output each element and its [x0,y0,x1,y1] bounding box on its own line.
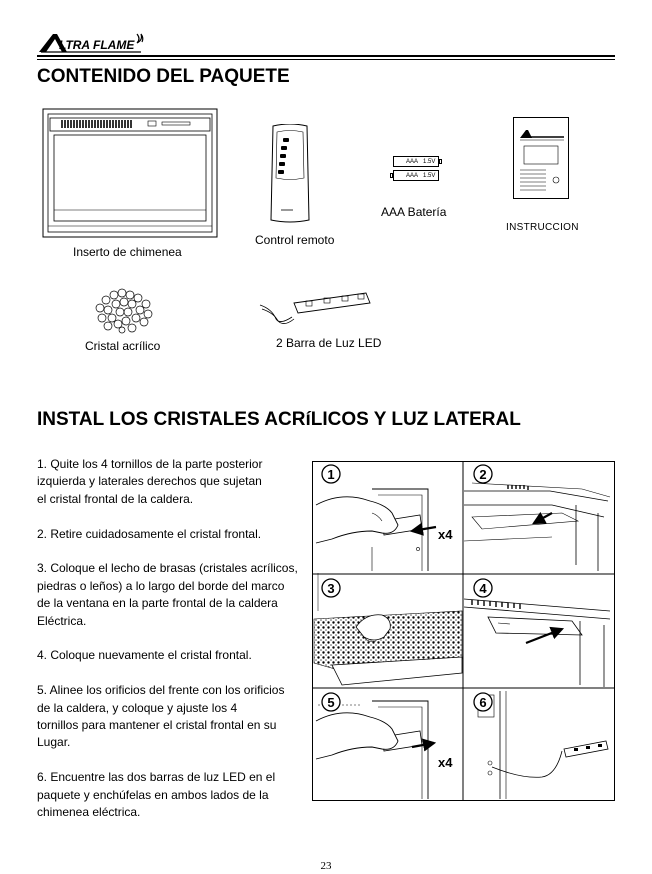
step-6-line-3: chimenea eléctrica. [37,805,141,820]
panel-number-5: 5 [327,695,335,710]
label-instruction-manual: INSTRUCCION [506,222,579,233]
header-rule-thin [37,59,615,60]
step-5-line-2: de la caldera, y coloque y ajuste los 4 [37,700,238,715]
label-led-light-bar: 2 Barra de Luz LED [276,336,382,350]
battery-bottom-type: AAA [406,173,419,179]
label-acrylic-crystal: Cristal acrílico [85,339,161,353]
step-6-line-1: 6. Encuentre las dos barras de luz LED en el [37,770,276,785]
step-3-line-1: 3. Coloque el lecho de brasas (cristales acrílicos, [37,561,298,576]
step-1-line-1: 1. Quite los 4 tornillos de la parte posterior [37,457,263,471]
step-3-line-3: de la ventana en la parte frontal de la caldera [37,596,278,611]
installation-steps [37,456,307,839]
step-6-line-2: paquete y enchúfelas en ambos lados de la [37,787,269,802]
instruction-manual-illustration [513,117,569,199]
manual-cover-graphic [514,118,568,198]
panel-number-1: 1 [327,467,335,482]
label-fireplace-insert: Inserto de chimenea [73,245,182,259]
led-light-bar-illustration [258,285,374,327]
step-3-line-4: Eléctrica. [37,613,87,628]
panel-number-6: 6 [479,695,487,710]
step-2 [37,526,307,543]
acrylic-crystal-illustration [92,288,156,334]
screw-count-label-panel-5: x4 [438,755,453,770]
step-2-line-1: 2. Retire cuidadosamente el cristal frontal. [37,526,262,541]
panel-number-3: 3 [327,581,335,596]
step-1-line-2: izquierda y laterales derechos que sujetan [37,474,262,489]
step-5-line-3: tornillos para mantener el cristal frontal en su [37,718,277,733]
label-remote-control: Control remoto [255,233,335,247]
altra-flame-logo [37,30,147,54]
screw-count-label-panel-1: x4 [438,527,453,542]
section-title-install-crystals: INSTAL LOS CRISTALES ACRíLICOS Y LUZ LATERAL [37,409,521,430]
step-3-line-2: piedras o leños) a lo largo del borde del marco [37,578,285,593]
step-1 [37,456,307,508]
fireplace-insert-illustration [42,108,218,238]
step-5-line-4: Lugar. [37,735,71,750]
step-5 [37,682,307,752]
section-title-package-contents: CONTENIDO DEL PAQUETE [37,66,290,87]
battery-illustration [389,156,445,182]
step-illustrations-grid [312,461,615,801]
remote-control-illustration [269,124,311,224]
header-rule-thick [37,55,615,57]
label-aaa-battery: AAA Batería [381,205,447,219]
battery-bottom-voltage: 1.5V [423,173,436,179]
step-3 [37,560,307,630]
page-number: 23 [320,860,332,872]
step-1-line-3: el cristal frontal de la caldera. [37,491,194,506]
step-5-line-1: 5. Alinee los orificios del frente con los orificios [37,683,285,698]
panel-number-2: 2 [479,467,487,482]
battery-top-type: AAA [406,159,419,165]
step-4-line-1: 4. Coloque nuevamente el cristal frontal. [37,648,252,663]
step-6 [37,769,307,821]
step-4 [37,647,307,664]
battery-top-voltage: 1.5V [423,159,436,165]
panel-number-4: 4 [479,581,487,596]
svg-text:LTRA FLAME: LTRA FLAME [59,38,135,52]
